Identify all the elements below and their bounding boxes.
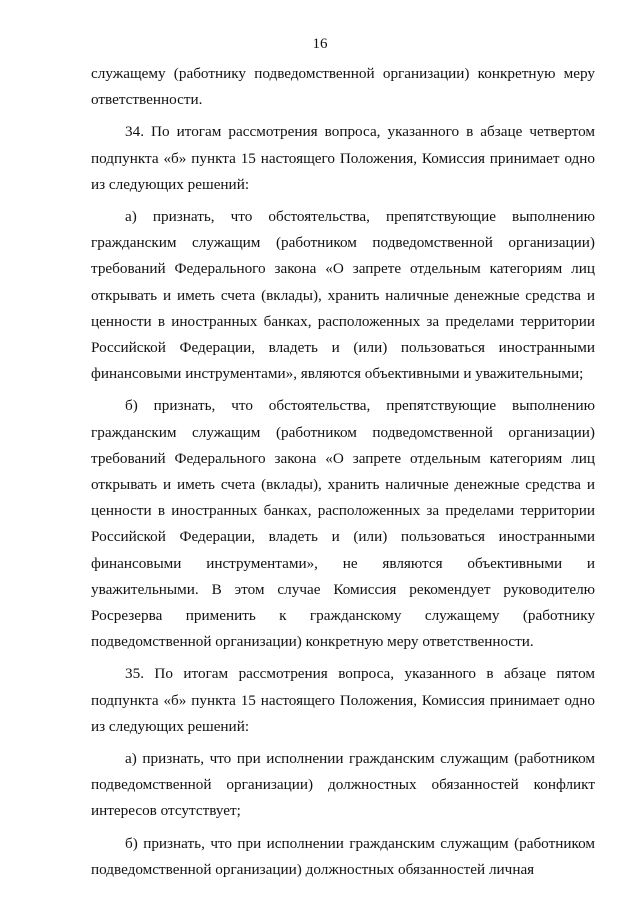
paragraph-clause-34-b: б) признать, что обстоятельства, препятствующие выполнению гражданским служащим (работником подведомственной организации) требований Федерального закона «О запрете отдельным категориям лиц открывать и иметь счета (вклады), хранить наличные денежные средства и ценности в иностранных банках, расположенных за пределами территории Российской Федерации, владеть и (или) пользоваться иностранными финансовыми инструментами», не являются объективными и уважительными. В этом случае Комиссия рекомендует руководителю Росрезерва применить к гражданскому служащему (работнику подведомственной организации) конкретную меру ответственности. [91, 397, 595, 651]
document-body [91, 61, 595, 883]
paragraph-clause-35: 35. По итогам рассмотрения вопроса, указанного в абзаце пятом подпункта «б» пункта 15 настоящего Положения, Комиссия принимает одно из следующих решений: [91, 665, 595, 735]
page-number: 16 [312, 36, 328, 52]
paragraph-clause-34: 34. По итогам рассмотрения вопроса, указанного в абзаце четвертом подпункта «б» пункта 15 настоящего Положения, Комиссия принимает одно из следующих решений: [91, 123, 595, 193]
paragraph-clause-35-a: а) признать, что при исполнении гражданским служащим (работником подведомственной организации) должностных обязанностей конфликт интересов отсутствует; [91, 750, 595, 820]
paragraph-clause-35-b: б) признать, что при исполнении гражданским служащим (работником подведомственной организации) должностных обязанностей личная [91, 834, 595, 878]
paragraph-clause-34-a: а) признать, что обстоятельства, препятствующие выполнению гражданским служащим (работником подведомственной организации) требований Федерального закона «О запрете отдельным категориям лиц открывать и иметь счета (вклады), хранить наличные денежные средства и ценности в иностранных банках, расположенных за пределами территории Российской Федерации, владеть и (или) пользоваться иностранными финансовыми инструментами», являются объективными и уважительными; [91, 208, 595, 383]
paragraph-continuation: служащему (работнику подведомственной организации) конкретную меру ответственности. [91, 65, 595, 109]
